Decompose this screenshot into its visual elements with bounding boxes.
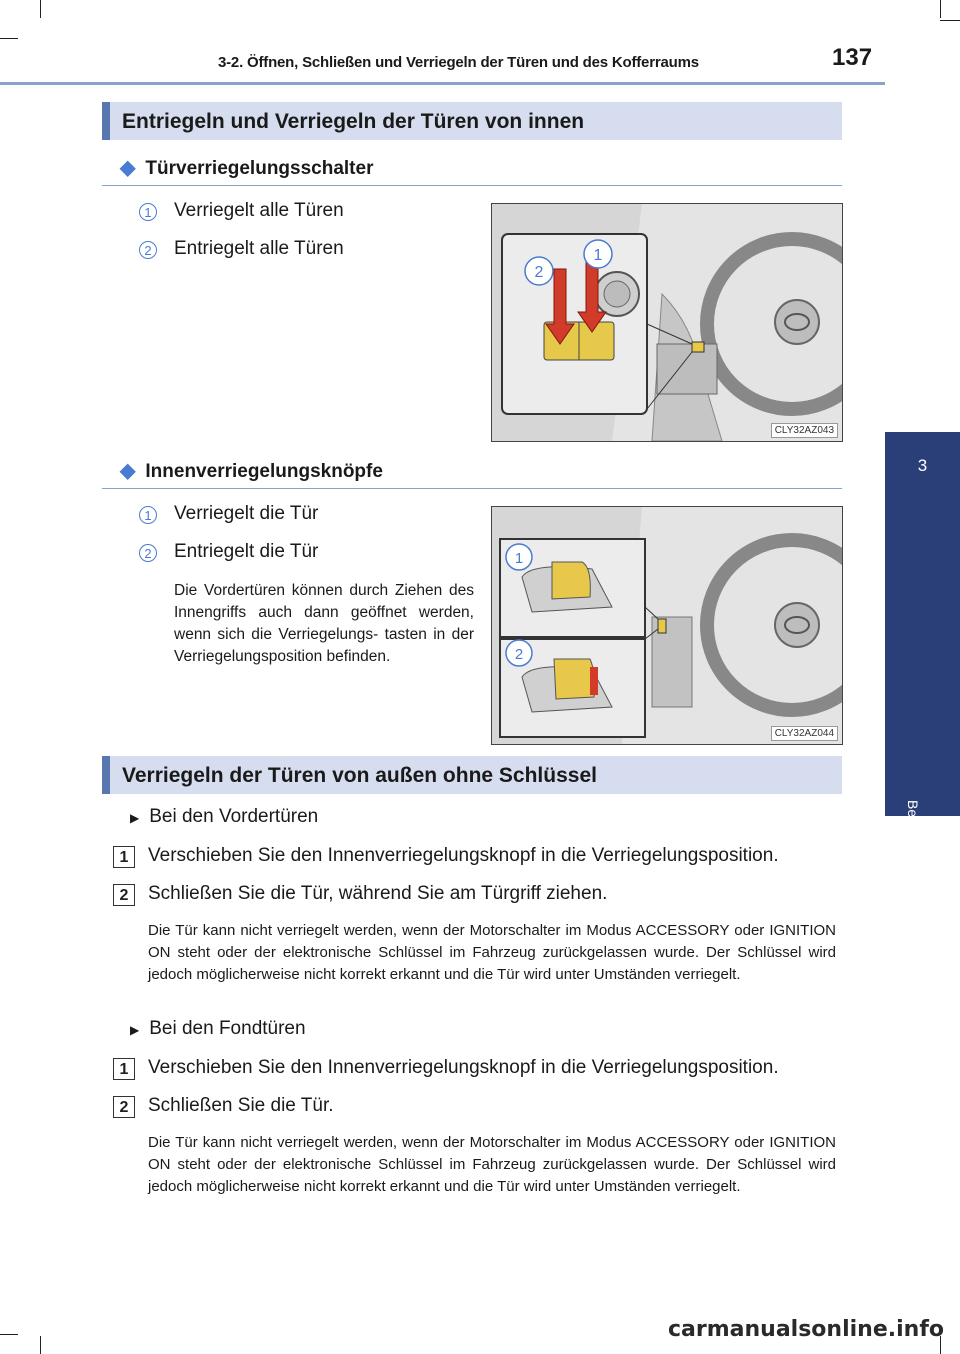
lock-knob-figure [491,506,843,745]
diamond-icon: ◆ [120,460,136,482]
section-title: Entriegeln und Verriegeln der Türen von innen [122,110,585,133]
triangle-bullet-icon: ▶ [130,1023,140,1037]
watermark: carmanualsonline.info [668,1317,944,1342]
callout-number: 1 [139,203,157,221]
subsection-title-knobs: ◆ Innenverriegelungsknöpfe [120,460,383,482]
callout-number: 1 [139,506,157,524]
chapter-side-tab [885,432,960,816]
triangle-bullet-icon: ▶ [130,811,140,825]
rear-note: Die Tür kann nicht verriegelt werden, wenn der Motorschalter im Modus ACCESSORY oder IGNITION ON steht oder der elektronische Schlüssel im Fahrzeug zurückgelassen wurde. Der Schlüssel wird jedoch möglicherweise nicht korrekt erkannt und die Tür wird unter Umständen verriegelt. [148,1134,836,1195]
step-number: 1 [113,1058,135,1080]
section-title: Verriegeln der Türen von außen ohne Schlüssel [122,764,597,787]
svg-text:2: 2 [514,646,524,663]
callout-number: 2 [139,241,157,259]
front-note: Die Tür kann nicht verriegelt werden, wenn der Motorschalter im Modus ACCESSORY oder IGNITION ON steht oder der elektronische Schlüssel im Fahrzeug zurückgelassen wurde. Der Schlüssel wird jedoch möglicherweise nicht korrekt erkannt und die Tür wird unter Umständen verriegelt. [148,922,836,983]
item-text: Verriegelt die Tür [174,503,319,524]
subsection-rule [102,185,842,186]
step-text: Schließen Sie die Tür, während Sie am Türgriff ziehen. [148,883,608,904]
knob-note: Die Vordertüren können durch Ziehen des Innengriffs auch dann geöffnet werden, wenn sich die Verriegelungs- tasten in der Verriegelungsposition befinden. [174,582,474,665]
chapter-label: Bedienung der einzelnen Elemente [905,800,921,1018]
diamond-icon: ◆ [120,157,136,179]
chapter-number: 3 [917,456,928,475]
section-heading-inside [102,102,842,140]
rear-doors-heading: ▶ Bei den Fondtüren [130,1018,306,1039]
svg-text:1: 1 [514,550,524,567]
step-number: 2 [113,884,135,906]
item-text: Entriegelt die Tür [174,541,319,562]
step-number: 1 [113,846,135,868]
subsection-title-switch: ◆ Türverriegelungsschalter [120,157,374,179]
crop-mark [0,1334,18,1335]
page-number: 137 [832,44,873,71]
figure-code: CLY32AZ044 [771,726,838,741]
step-text: Verschieben Sie den Innenverriegelungsknopf in die Verriegelungsposition. [148,845,779,866]
chapter-title: 3-2. Öffnen, Schließen und Verriegeln der Türen und des Kofferraums [218,54,699,71]
crop-mark [40,1336,41,1354]
svg-text:1: 1 [593,247,603,264]
crop-mark [0,38,18,39]
crop-mark [40,0,41,18]
front-doors-heading: ▶ Bei den Vordertüren [130,806,319,827]
step-text: Schließen Sie die Tür. [148,1095,334,1116]
door-lock-switch-figure [491,203,843,442]
step-text: Verschieben Sie den Innenverriegelungsknopf in die Verriegelungsposition. [148,1057,779,1078]
subsection-rule [102,488,842,489]
lock-knob-illustration [492,507,842,744]
header-rule [0,82,885,85]
svg-text:2: 2 [534,264,544,281]
crop-mark [940,0,941,18]
door-lock-switch-illustration [492,204,842,441]
crop-mark [940,20,960,21]
figure-code: CLY32AZ043 [771,423,838,438]
step-number: 2 [113,1096,135,1118]
callout-number: 2 [139,544,157,562]
item-text: Entriegelt alle Türen [174,238,344,259]
section-heading-outside [102,756,842,794]
item-text: Verriegelt alle Türen [174,200,344,221]
